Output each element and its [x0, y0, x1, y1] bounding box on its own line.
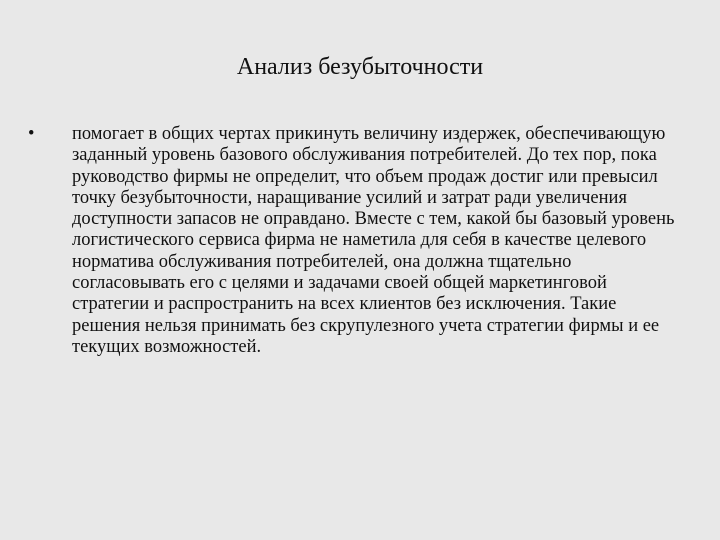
bullet-marker: •	[28, 124, 35, 144]
bullet-item	[28, 124, 688, 358]
slide-title: Анализ безубыточности	[236, 54, 484, 80]
bullet-list	[28, 124, 688, 358]
bullet-text: помогает в общих чертах прикинуть величину издержек, обеспечивающую заданный уровень базового обслуживания потребителей. До тех пор, пока руководство фирмы не определит, что объем продаж достиг или превысил точку безубыточности, наращивание усилий и затрат ради увеличения доступности запасов не оправдано. Вместе с тем, какой бы базовый уровень логистического сервиса фирма не наметила для себя в качестве целевого норматива обслуживания потребителей, она должна тщательно согласовывать его с целями и задачами своей общей маркетинговой стратегии и распространить на всех клиентов без исключения. Такие решения нельзя принимать без скрупулезного учета стратегии фирмы и ее текущих возможностей.	[72, 124, 675, 357]
